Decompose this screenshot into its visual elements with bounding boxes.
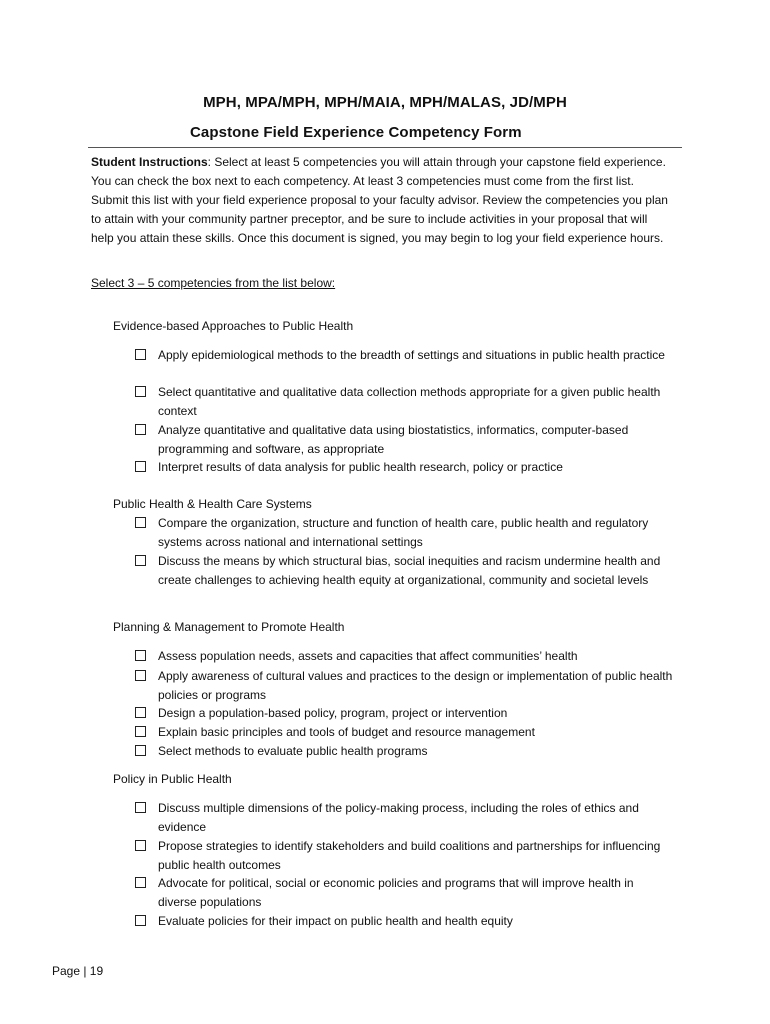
competency-item[interactable] xyxy=(135,383,675,420)
checkbox[interactable] xyxy=(135,745,146,756)
competency-item[interactable] xyxy=(135,874,675,911)
section-title-policy: Policy in Public Health xyxy=(113,772,232,786)
competency-item[interactable] xyxy=(135,723,675,742)
section-title-planning-management: Planning & Management to Promote Health xyxy=(113,620,345,634)
checkbox[interactable] xyxy=(135,802,146,813)
competency-item[interactable] xyxy=(135,647,675,666)
competency-item[interactable] xyxy=(135,514,675,551)
form-title: Capstone Field Experience Competency Form xyxy=(190,124,522,141)
checkbox[interactable] xyxy=(135,707,146,718)
competency-item[interactable] xyxy=(135,346,675,365)
checkbox[interactable] xyxy=(135,349,146,360)
competency-label: Interpret results of data analysis for public health research, policy or practice xyxy=(158,460,563,474)
title-divider xyxy=(88,147,682,148)
competency-item[interactable] xyxy=(135,912,675,931)
competency-label: Analyze quantitative and qualitative data using biostatistics, informatics, computer-based programming and software, as appropriate xyxy=(158,423,629,456)
competency-label: Propose strategies to identify stakeholders and build coalitions and partnerships for influencing public health outcomes xyxy=(158,839,661,872)
checkbox[interactable] xyxy=(135,915,146,926)
competency-label: Apply awareness of cultural values and practices to the design or implementation of public health policies or programs xyxy=(158,669,673,702)
checkbox[interactable] xyxy=(135,386,146,397)
competency-item[interactable] xyxy=(135,799,675,836)
competency-label: Select methods to evaluate public health programs xyxy=(158,744,428,758)
checkbox[interactable] xyxy=(135,555,146,566)
competency-item[interactable] xyxy=(135,421,675,458)
competency-label: Design a population-based policy, program, project or intervention xyxy=(158,706,508,720)
competency-label: Advocate for political, social or economic policies and programs that will improve health in diverse populations xyxy=(158,876,634,909)
competency-label: Select quantitative and qualitative data collection methods appropriate for a given public health context xyxy=(158,385,661,418)
section-title-health-care-systems: Public Health & Health Care Systems xyxy=(113,497,312,511)
competency-item[interactable] xyxy=(135,552,675,589)
checkbox[interactable] xyxy=(135,424,146,435)
select-note: Select 3 – 5 competencies from the list below: xyxy=(91,276,336,290)
competency-item[interactable] xyxy=(135,704,675,723)
instructions-label: Student Instructions xyxy=(91,155,208,169)
checkbox[interactable] xyxy=(135,840,146,851)
competency-label: Explain basic principles and tools of budget and resource management xyxy=(158,725,535,739)
checkbox[interactable] xyxy=(135,670,146,681)
checkbox[interactable] xyxy=(135,650,146,661)
student-instructions xyxy=(91,153,671,248)
page-number: Page | 19 xyxy=(52,964,104,978)
competency-item[interactable] xyxy=(135,458,675,477)
competency-label: Discuss the means by which structural bias, social inequities and racism undermine health and create challenges to achieving health equity at organizational, community and societal levels xyxy=(158,554,661,587)
checkbox[interactable] xyxy=(135,517,146,528)
checkbox[interactable] xyxy=(135,877,146,888)
competency-item[interactable] xyxy=(135,742,675,761)
competency-item[interactable] xyxy=(135,837,675,874)
competency-label: Assess population needs, assets and capacities that affect communities’ health xyxy=(158,649,578,663)
section-title-evidence-based: Evidence-based Approaches to Public Health xyxy=(113,319,354,333)
competency-label: Apply epidemiological methods to the breadth of settings and situations in public health practice xyxy=(158,348,665,362)
competency-label: Discuss multiple dimensions of the policy-making process, including the roles of ethics and evidence xyxy=(158,801,639,834)
competency-item[interactable] xyxy=(135,667,675,704)
program-title: MPH, MPA/MPH, MPH/MAIA, MPH/MALAS, JD/MPH xyxy=(203,94,567,111)
checkbox[interactable] xyxy=(135,461,146,472)
competency-label: Evaluate policies for their impact on public health and health equity xyxy=(158,914,513,928)
instructions-text: : Select at least 5 competencies you will attain through your capstone field experience. You can check the box next to each competency. At least 3 competencies must come from the first list. Submit this list with your field experience proposal to your faculty advisor. Review the competencies you plan to attain with your community partner preceptor, and be sure to include activities in your proposal that will help you attain these skills. Once this document is signed, you may begin to log your field experience hours. xyxy=(91,155,668,245)
checkbox[interactable] xyxy=(135,726,146,737)
competency-label: Compare the organization, structure and function of health care, public health and regulatory systems across national and international settings xyxy=(158,516,649,549)
